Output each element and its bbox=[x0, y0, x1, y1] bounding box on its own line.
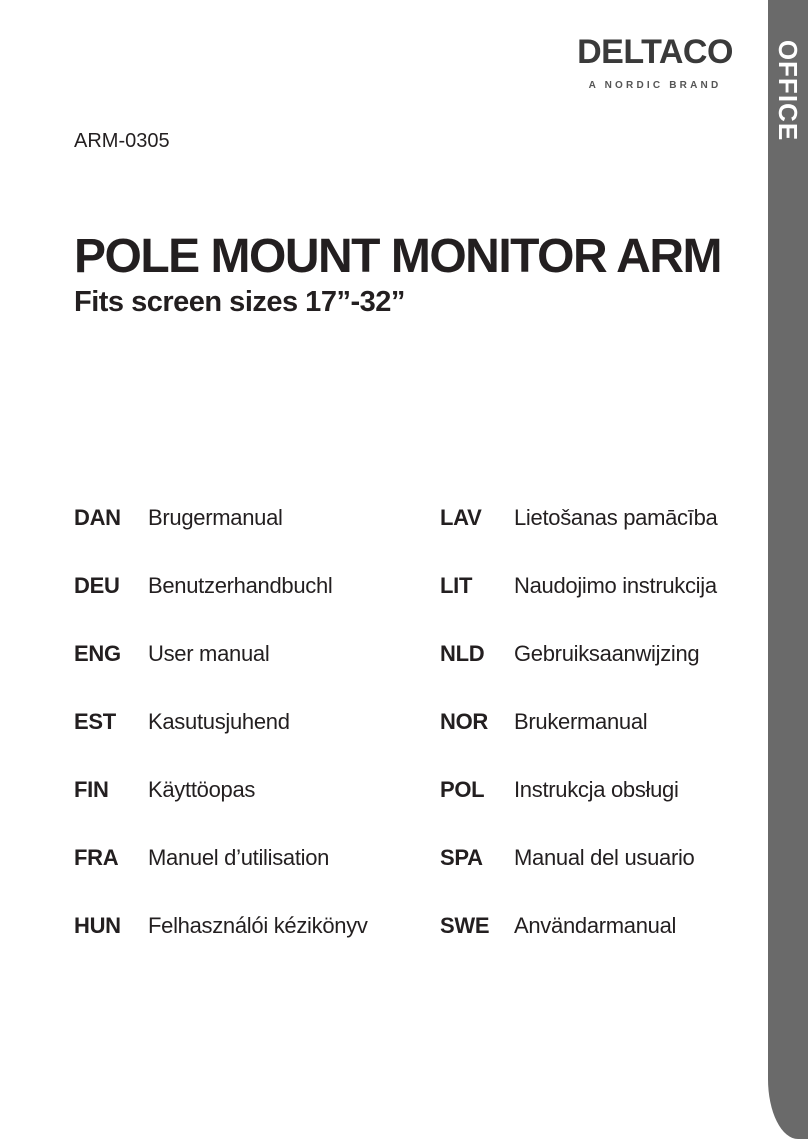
side-band bbox=[768, 0, 808, 1139]
brand-wordmark: DELTACO bbox=[577, 33, 733, 71]
language-item bbox=[440, 913, 717, 981]
language-code: LIT bbox=[440, 573, 473, 598]
language-item bbox=[440, 573, 717, 641]
language-name: Instrukcja obsługi bbox=[514, 777, 679, 802]
language-code: DAN bbox=[74, 505, 121, 530]
language-item bbox=[74, 573, 368, 641]
category-label bbox=[768, 30, 808, 150]
language-name: Manuel d’utilisation bbox=[148, 845, 330, 870]
model-number: ARM-0305 bbox=[74, 130, 170, 152]
language-code: LAV bbox=[440, 505, 482, 530]
language-name: Brukermanual bbox=[514, 709, 648, 734]
language-name: User manual bbox=[148, 641, 270, 666]
language-name: Naudojimo instrukcija bbox=[514, 573, 717, 598]
page-title: POLE MOUNT MONITOR ARM bbox=[74, 230, 721, 283]
language-name: Felhasználói kézikönyv bbox=[148, 913, 368, 938]
language-item bbox=[74, 777, 368, 845]
language-code: SPA bbox=[440, 845, 483, 870]
language-item bbox=[74, 505, 368, 573]
language-name: Lietošanas pamācība bbox=[514, 505, 718, 530]
language-name: Kasutusjuhend bbox=[148, 709, 290, 734]
language-code: FRA bbox=[74, 845, 119, 870]
page-subtitle: Fits screen sizes 17”-32” bbox=[74, 286, 405, 318]
language-name: Brugermanual bbox=[148, 505, 283, 530]
language-code: FIN bbox=[74, 777, 109, 802]
language-item bbox=[74, 641, 368, 709]
brand-tagline: A NORDIC BRAND bbox=[588, 80, 722, 91]
language-name: Användarmanual bbox=[514, 913, 677, 938]
language-list-right bbox=[440, 505, 717, 981]
language-code: SWE bbox=[440, 913, 490, 938]
language-code: POL bbox=[440, 777, 485, 802]
category-label-text: OFFICE bbox=[773, 39, 804, 141]
language-code: EST bbox=[74, 709, 116, 734]
brand-logo bbox=[570, 34, 740, 91]
language-list-left bbox=[74, 505, 368, 981]
language-item bbox=[74, 845, 368, 913]
language-item bbox=[440, 505, 717, 573]
language-name: Benutzerhandbuchl bbox=[148, 573, 333, 598]
language-item bbox=[440, 777, 717, 845]
language-name: Käyttöopas bbox=[148, 777, 256, 802]
language-code: NLD bbox=[440, 641, 485, 666]
language-item bbox=[74, 913, 368, 981]
language-item bbox=[74, 709, 368, 777]
language-code: DEU bbox=[74, 573, 120, 598]
language-code: HUN bbox=[74, 913, 121, 938]
language-name: Manual del usuario bbox=[514, 845, 695, 870]
language-code: ENG bbox=[74, 641, 121, 666]
language-item bbox=[440, 641, 717, 709]
language-item bbox=[440, 709, 717, 777]
language-code: NOR bbox=[440, 709, 488, 734]
language-name: Gebruiksaanwijzing bbox=[514, 641, 700, 666]
language-item bbox=[440, 845, 717, 913]
